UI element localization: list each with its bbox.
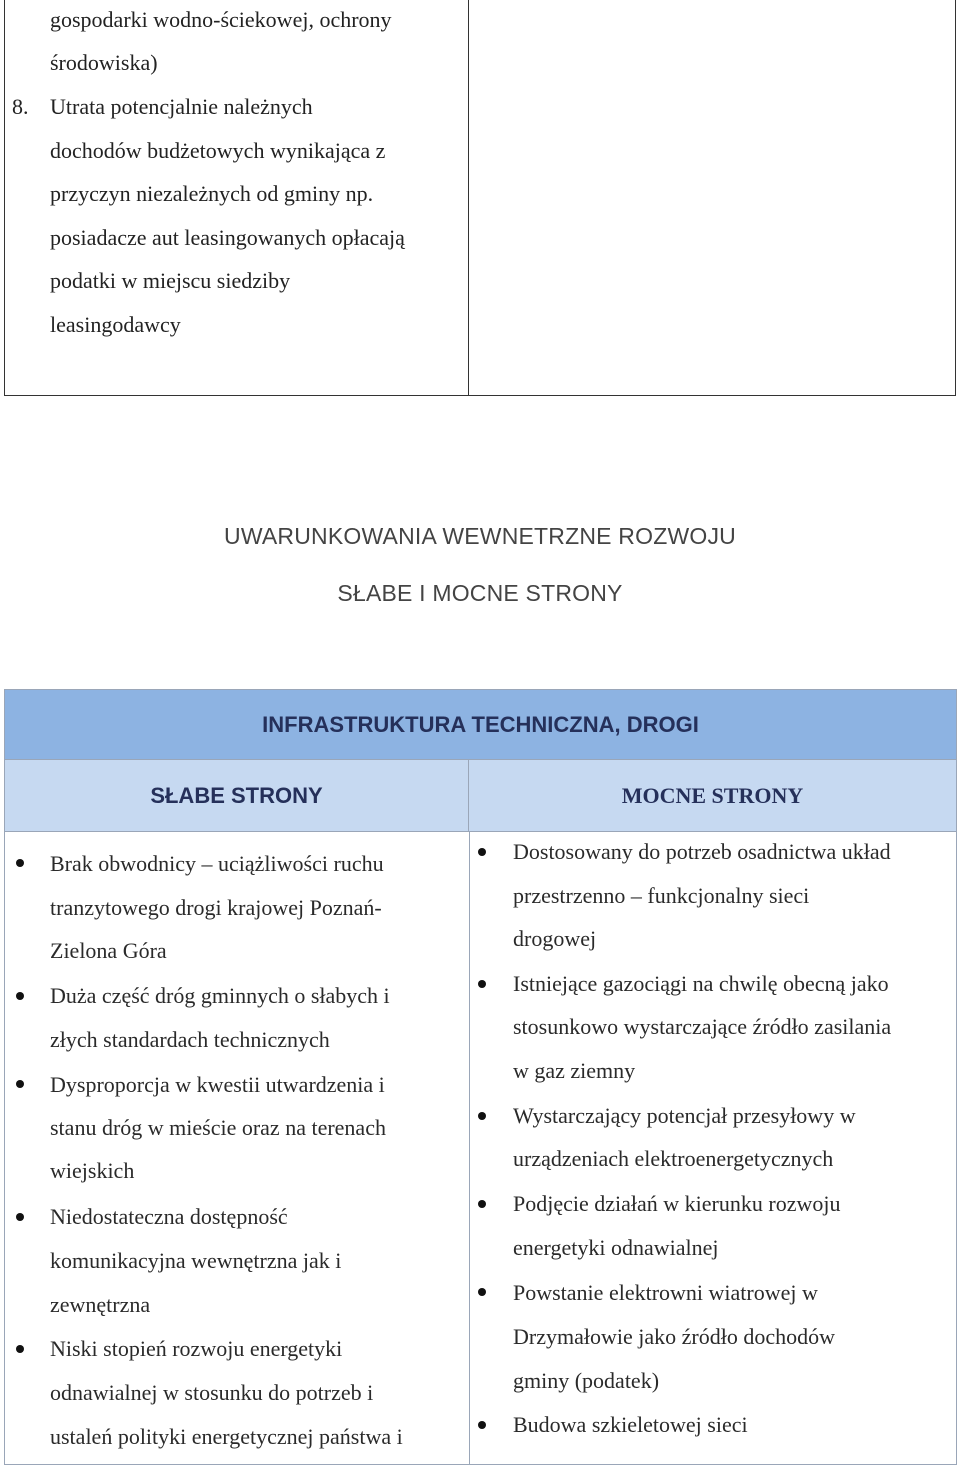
- list-item: Brak obwodnicy – uciążliwości ruchu: [50, 851, 384, 876]
- list-item: złych standardach technicznych: [50, 1027, 330, 1052]
- text-line: dochodów budżetowych wynikająca z: [50, 138, 386, 163]
- bullet-icon: [478, 1288, 486, 1296]
- bullet-icon: [478, 1200, 486, 1208]
- bullet-icon: [16, 992, 24, 1000]
- list-item: odnawialnej w stosunku do potrzeb i: [50, 1380, 374, 1405]
- section-heading: UWARUNKOWANIA WEWNETRZNE ROZWOJU: [224, 523, 736, 549]
- text-line: podatki w miejscu siedziby: [50, 268, 291, 293]
- list-item: wiejskich: [50, 1158, 135, 1183]
- list-item: w gaz ziemny: [513, 1058, 636, 1083]
- table-title: INFRASTRUKTURA TECHNICZNA, DROGI: [5, 690, 956, 760]
- list-item: zewnętrzna: [50, 1292, 151, 1317]
- text-line: posiadacze aut leasingowanych opłacają: [50, 225, 405, 250]
- section-subheading: SŁABE I MOCNE STRONY: [337, 580, 623, 606]
- list-item: Istniejące gazociągi na chwilę obecną jako: [513, 971, 889, 996]
- text-line: leasingodawcy: [50, 312, 181, 337]
- text-line: Utrata potencjalnie należnych: [50, 94, 313, 119]
- list-item: drogowej: [513, 926, 597, 951]
- bullet-icon: [16, 1345, 24, 1353]
- list-item: Wystarczający potencjał przesyłowy w: [513, 1103, 856, 1128]
- column-divider: [469, 832, 470, 1464]
- weak-points-header: [5, 760, 469, 832]
- list-item: Niedostateczna dostępność: [50, 1204, 288, 1229]
- bullet-icon: [478, 848, 486, 856]
- bullet-icon: [16, 859, 24, 867]
- weak-points-header-label: SŁABE STRONY: [150, 782, 323, 808]
- text-line: środowiska): [50, 50, 158, 75]
- list-item: Powstanie elektrowni wiatrowej w: [513, 1280, 818, 1305]
- list-item: Zielona Góra: [50, 938, 167, 963]
- list-item: Niski stopień rozwoju energetyki: [50, 1336, 343, 1361]
- list-item: energetyki odnawialnej: [513, 1235, 719, 1260]
- strong-points-header: [469, 760, 956, 832]
- list-item: Drzymałowie jako źródło dochodów: [513, 1324, 835, 1349]
- list-item: Dysproporcja w kwestii utwardzenia i: [50, 1072, 385, 1097]
- bullet-icon: [478, 1112, 486, 1120]
- list-item: gminy (podatek): [513, 1368, 660, 1393]
- list-item: przestrzenno – funkcjonalny sieci: [513, 883, 810, 908]
- list-item: Podjęcie działań w kierunku rozwoju: [513, 1191, 841, 1216]
- text-line: gospodarki wodno-ściekowej, ochrony: [50, 7, 392, 32]
- bullet-icon: [478, 980, 486, 988]
- list-number: 8.: [12, 94, 29, 119]
- list-item: urządzeniach elektroenergetycznych: [513, 1146, 834, 1171]
- list-item: tranzytowego drogi krajowej Poznań-: [50, 895, 382, 920]
- bullet-icon: [16, 1080, 24, 1088]
- text-line: przyczyn niezależnych od gminy np.: [50, 181, 374, 206]
- list-item: Budowa szkieletowej sieci: [513, 1412, 748, 1437]
- bullet-icon: [478, 1421, 486, 1429]
- bullet-icon: [16, 1213, 24, 1221]
- list-item: stosunkowo wystarczające źródło zasilania: [513, 1014, 892, 1039]
- list-item: stanu dróg w mieście oraz na terenach: [50, 1115, 386, 1140]
- list-item: komunikacyjna wewnętrzna jak i: [50, 1248, 342, 1273]
- continuation-right-cell: [469, 0, 955, 395]
- list-item: Duża część dróg gminnych o słabych i: [50, 983, 390, 1008]
- strong-points-header-label: MOCNE STRONY: [621, 782, 804, 808]
- list-item: ustaleń polityki energetycznej państwa i: [50, 1424, 403, 1449]
- list-item: Dostosowany do potrzeb osadnictwa układ: [513, 839, 891, 864]
